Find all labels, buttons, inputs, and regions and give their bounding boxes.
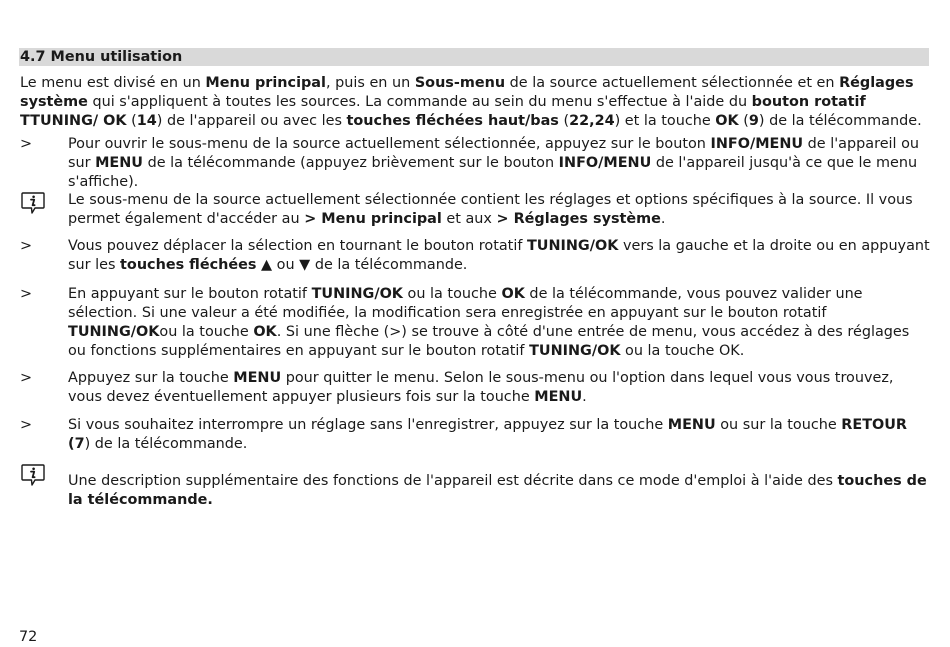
bullet-marker: > [20, 417, 33, 433]
text-run: ou la touche [402, 286, 502, 302]
bullet-cancel-setting [20, 416, 930, 454]
bold-text: 14 [136, 113, 157, 129]
info-icon [20, 463, 46, 489]
bold-text: bouton rotatif TTUNING/ OK [20, 94, 866, 129]
bold-text: INFO/MENU [710, 136, 804, 152]
text-run: ou la touche OK. [620, 343, 745, 359]
section-header [19, 48, 929, 66]
bold-text: Sous-menu [414, 75, 506, 91]
bold-text: touches fléchées [120, 257, 257, 273]
bold-text: 22,24 [569, 113, 615, 129]
bold-text: OK [501, 286, 525, 302]
text-run: vers la gauche et la droite ou en appuyant sur les [68, 238, 930, 273]
bullet-marker: > [20, 136, 33, 152]
item-text [68, 416, 930, 454]
bullet-validate-selection [20, 285, 930, 361]
info-icon [20, 191, 46, 217]
text-run: . [660, 211, 666, 227]
text-run: ou la touche [159, 324, 254, 340]
text-run: ( [558, 113, 570, 129]
intro-paragraph [20, 74, 932, 131]
text-run: Si vous souhaitez interrompre un réglage sans l'enregistrer, appuyez sur la touche [68, 417, 668, 433]
bold-text: OK [253, 324, 277, 340]
text-run: ( [738, 113, 749, 129]
text-run: de la télécommande, vous pouvez valider une sélection. Si une valeur a été modifiée, la modification sera enregistrée en appuyant sur le bouton rotatif [68, 286, 863, 321]
text-run: pour quitter le menu. Selon le sous-menu ou l'option dans lequel vous vous trouvez, vous devez éventuellement appuyer plusieurs fois sur la touche [68, 370, 894, 405]
text-run: Appuyez sur la touche [68, 370, 234, 386]
bold-text: touches de la télécommande. [68, 473, 927, 508]
bold-text: TUNING/OK [311, 286, 403, 302]
text-run: Pour ouvrir le sous-menu de la source actuellement sélectionnée, appuyez sur le bouton [68, 136, 711, 152]
text-run: ) et la touche [614, 113, 716, 129]
item-text [68, 191, 930, 229]
bold-text: MENU [534, 389, 583, 405]
text-run: ▲ ou ▼ de la télécommande. [256, 257, 468, 273]
bold-text: TUNING/OK [526, 238, 619, 254]
text-run: ou sur la touche [715, 417, 842, 433]
section-title: 4.7 Menu utilisation [20, 49, 183, 65]
item-text [68, 369, 930, 407]
page-number: 72 [19, 629, 38, 645]
info-note-remote [20, 464, 930, 510]
text-run: de l'appareil ou sur [68, 136, 920, 171]
bold-text: MENU [95, 155, 143, 171]
text-run: ) de la télécommande. [84, 436, 248, 452]
bold-text: MENU [233, 370, 282, 386]
text-run: Le sous-menu de la source actuellement sélectionnée contient les réglages et options spécifiques à la source. Il vous permet également d'accéder au [68, 192, 913, 227]
text-run: . Si une flèche (>) se trouve à côté d'une entrée de menu, vous accédez à des réglages ou fonctions supplémentaires en appuyant sur le bouton rotatif [68, 324, 910, 359]
bold-text: RETOUR (7 [68, 417, 908, 452]
bold-text: > Réglages système [496, 211, 661, 227]
bullet-marker: > [20, 370, 33, 386]
bullet-marker: > [20, 238, 33, 254]
text-run: de la source actuellement sélectionnée et en [505, 75, 840, 91]
bold-text: > Menu principal [304, 211, 442, 227]
text-run: ) de la télécommande. [758, 113, 922, 129]
bold-text: Menu principal [205, 75, 326, 91]
text-run: . [582, 389, 587, 405]
text-run: de la télécommande (appuyez brièvement sur le bouton [143, 155, 559, 171]
text-run: et aux [441, 211, 497, 227]
bold-text: TUNING/OK [529, 343, 621, 359]
bold-text: MENU [667, 417, 716, 433]
text-run: ) de l'appareil ou avec les [156, 113, 347, 129]
bullet-move-selection [20, 237, 930, 275]
bold-text: TUNING/OK [68, 324, 160, 340]
text-run: , puis en un [325, 75, 415, 91]
text-run: Une description supplémentaire des fonctions de l'appareil est décrite dans ce mode d'emploi à l'aide des [68, 473, 838, 489]
info-note-submenu [20, 191, 930, 229]
bold-text: INFO/MENU [558, 155, 652, 171]
item-text [68, 135, 930, 192]
text-run: ( [126, 113, 137, 129]
item-text [68, 237, 930, 275]
item-text [68, 464, 930, 510]
bold-text: touches fléchées haut/bas [346, 113, 559, 129]
bullet-marker: > [20, 286, 33, 302]
text-run: de l'appareil jusqu'à ce que le menu s'affiche). [68, 155, 918, 190]
item-text [68, 285, 930, 361]
bold-text: Réglages système [20, 75, 914, 110]
bold-text: 9 [748, 113, 759, 129]
text-run: qui s'appliquent à toutes les sources. La commande au sein du menu s'effectue à l'aide du [87, 94, 752, 110]
bullet-open-submenu [20, 135, 930, 192]
bold-text: OK [715, 113, 739, 129]
text-run: Vous pouvez déplacer la sélection en tournant le bouton rotatif [68, 238, 527, 254]
text-run: En appuyant sur le bouton rotatif [68, 286, 312, 302]
text-run: Le menu est divisé en un [20, 75, 206, 91]
bullet-exit-menu [20, 369, 930, 407]
